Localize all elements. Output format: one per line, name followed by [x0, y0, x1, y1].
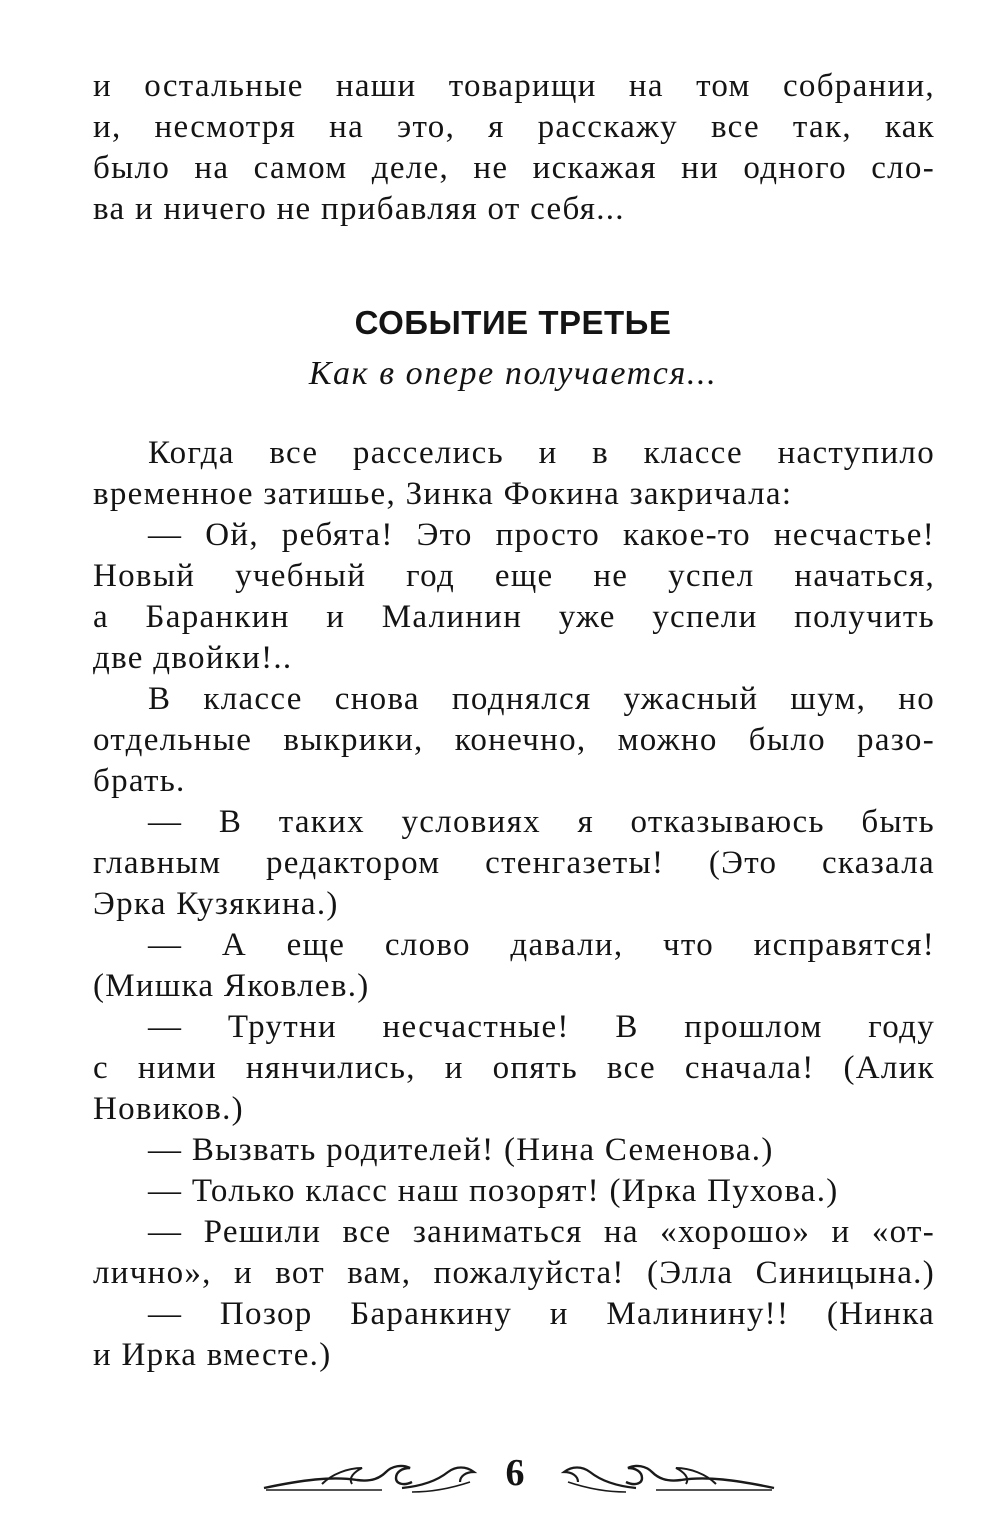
paragraph-line: и, несмотря на это, я расскажу все так, как: [93, 109, 935, 145]
dialogue-line: а Баранкин и Малинин уже успели получить: [93, 599, 935, 635]
chapter-body: [93, 433, 935, 1376]
paragraph-line: В классе снова поднялся ужасный шум, но: [148, 681, 935, 717]
dialogue-line: Новый учебный год еще не успел начаться,: [93, 558, 935, 594]
paragraph-line: ва и ничего не прибавляя от себя...: [93, 191, 625, 227]
dialogue-line: — Решили все заниматься на «хорошо» и «от-: [148, 1214, 935, 1250]
paragraph-line: временное затишье, Зинка Фокина закричала:: [93, 476, 793, 512]
dialogue-line: (Мишка Яковлев.): [93, 968, 370, 1004]
chapter-heading: СОБЫТИЕ ТРЕТЬЕ: [354, 304, 672, 341]
page-footer: [0, 1448, 1000, 1508]
paragraph-line: Когда все расселись и в классе наступило: [148, 435, 935, 471]
dialogue-line: главным редактором стенгазеты! (Это сказала: [93, 845, 935, 881]
paragraph-line: брать.: [93, 763, 186, 799]
dialogue-line: Новиков.): [93, 1091, 244, 1127]
page-number: 6: [505, 1452, 525, 1494]
dialogue-line: — Только класс наш позорят! (Ирка Пухова.): [148, 1173, 839, 1209]
left-flourish-ornament-icon: [262, 1458, 482, 1498]
dialogue-line: — Трутни несчастные! В прошлом году: [148, 1009, 935, 1045]
paragraph-line: отдельные выкрики, конечно, можно было разо-: [93, 722, 935, 758]
dialogue-line: лично», и вот вам, пожалуйста! (Элла Синицына.): [93, 1255, 935, 1291]
chapter-subtitle: Как в опере получается...: [308, 355, 718, 392]
dialogue-line: Эрка Кузякина.): [93, 886, 339, 922]
dialogue-line: — В таких условиях я отказываюсь быть: [148, 804, 935, 840]
dialogue-line: — Позор Баранкину и Малинину!! (Нинка: [148, 1296, 935, 1332]
dialogue-line: с ними нянчились, и опять все сначала! (Алик: [93, 1050, 935, 1086]
dialogue-line: две двойки!..: [93, 640, 293, 676]
dialogue-line: — А еще слово давали, что исправятся!: [148, 927, 935, 963]
dialogue-line: и Ирка вместе.): [93, 1337, 332, 1373]
dialogue-line: — Ой, ребята! Это просто какое-то несчастье!: [148, 517, 935, 553]
right-flourish-ornament-icon: [556, 1458, 776, 1498]
dialogue-line: — Вызвать родителей! (Нина Семенова.): [148, 1132, 774, 1168]
paragraph-line: было на самом деле, не искажая ни одного сло-: [93, 150, 935, 186]
top-paragraph: [93, 66, 935, 230]
paragraph-line: и остальные наши товарищи на том собрании,: [93, 68, 935, 104]
